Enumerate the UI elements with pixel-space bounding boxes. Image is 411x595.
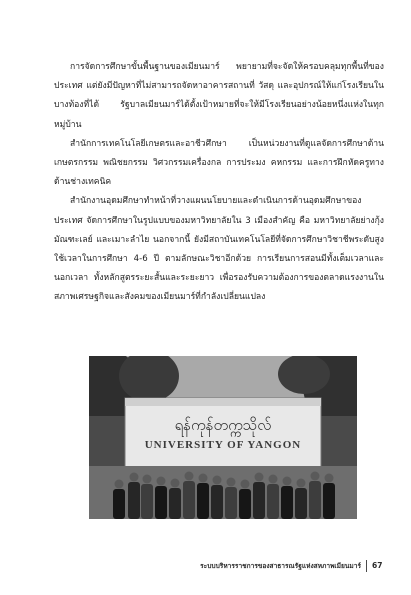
person-head [115,480,124,489]
person-body [239,489,251,519]
person-body [155,486,167,519]
person-head [325,474,334,483]
person-head [199,474,208,483]
person-head [130,473,139,482]
person-body [113,489,125,519]
page-footer [0,558,411,574]
person-body [323,483,335,519]
person-body [141,484,153,519]
person-body [128,482,140,519]
person-head [311,472,320,481]
footer-title: ระบบบริหารราชการของสาธารณรัฐแห่งสหภาพเมียนมาร์ [200,562,361,570]
person-head [171,479,180,488]
person-body [253,482,265,519]
person-head [241,480,250,489]
paragraph-higher-education: สำนักงานอุดมศึกษาทำหน้าที่วางแผนนโยบายและดำเนินการด้านอุดมศึกษาของประเทศ จัดการศึกษาในรูปแบบของมหาวิทยาลัยใน 3 เมืองสำคัญ คือ มหาวิทยาลัยย่างกุ้ง มัณฑะเลย์ และเมาะลำไย นอกจากนี้ ยังมีสถาบันเทคโนโลยีที่จัดการศึกษาวิชาชีพระดับสูง ใช้เวลาในการศึกษา 4-6 ปี ตามลักษณะวิชาอีกด้วย การเรียนการสอนมีทั้งเต็มเวลาและนอกเวลา ทั้งหลักสูตรระยะสั้นและระยะยาว เพื่อรองรับความต้องการของตลาดแรงงานในสภาพเศรษฐกิจและสังคมของเมียนมาร์ที่กำลังเปลี่ยนแปลง [54,196,384,303]
footer-separator [366,560,367,572]
sign-script-text: ရန်ကုန်တက္ကသိုလ် [174,416,272,434]
person-head [269,475,278,484]
person-body [267,484,279,519]
paragraph-vocational-education: สำนักการเทคโนโลยีเกษตรและอาชีวศึกษา เป็นหน่วยงานที่ดูแลจัดการศึกษาด้านเกษตรกรรม พณิชยกรรม วิศวกรรมเครื่องกล การประมง คหกรรม และการฝึกหัดครูทางด้านช่างเทคนิค [54,138,384,188]
person-body [225,487,237,519]
person-head [157,477,166,486]
person-head [185,472,194,481]
person-body [169,488,181,519]
person-head [297,479,306,488]
university-of-yangon-photo [89,356,357,519]
person-body [211,485,223,519]
person-body [183,481,195,519]
person-head [255,473,264,482]
page-number: 67 [372,561,383,570]
person-head [227,478,236,487]
person-body [309,481,321,519]
photo-graphic [89,356,357,519]
person-head [283,477,292,486]
person-head [143,475,152,484]
person-head [213,476,222,485]
paragraph-basic-education: การจัดการศึกษาขั้นพื้นฐานของเมียนมาร์ พยายามที่จะจัดให้ครอบคลุมทุกพื้นที่ของประเทศ แต่ยังมีปัญหาที่ไม่สามารถจัดหาอาคารสถานที่ วัสดุ และอุปกรณ์ให้แก่โรงเรียนในบางท้องที่ได้ รัฐบาลเมียนมาร์ได้ตั้งเป้าหมายที่จะให้มีโรงเรียนอย่างน้อยหนึ่งแห่งในทุกหมู่บ้าน [54,62,384,130]
sign-english-text: UNIVERSITY OF YANGON [144,439,302,451]
body-text [54,58,384,308]
person-body [295,488,307,519]
person-body [281,486,293,519]
sign-top-edge [125,398,321,406]
person-body [197,483,209,519]
